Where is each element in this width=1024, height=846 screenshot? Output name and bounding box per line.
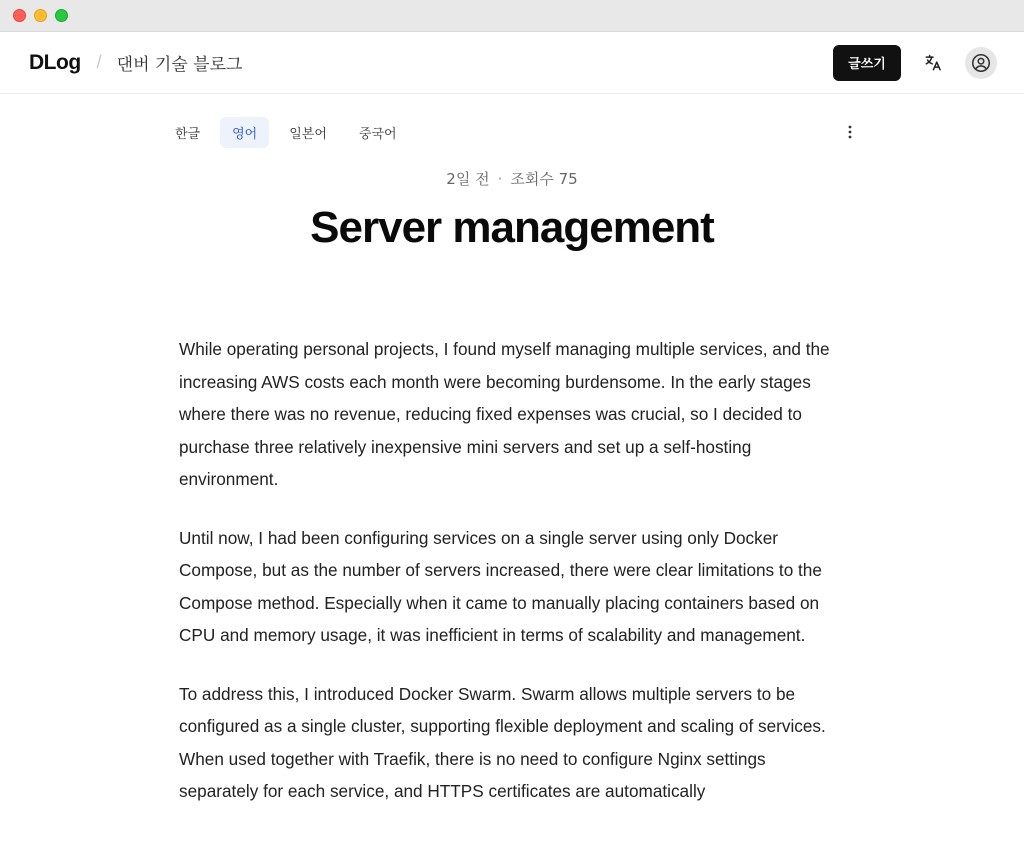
header-right: [833, 45, 997, 81]
post-meta: [0, 168, 1024, 189]
paragraph: Until now, I had been configuring services on a single server using only Docker Compose, but as the number of servers increased, there were clear limitations to the Compose method. Especially when it came to manually placing containers based on CPU and memory usage, it was inefficient in terms of scalability and management.: [179, 527, 822, 645]
blog-name[interactable]: 댄버 기술 블로그: [116, 55, 243, 75]
post-body: [179, 333, 845, 808]
translate-button[interactable]: [917, 47, 949, 79]
post-time: 2일 전: [446, 170, 490, 188]
meta-separator: ·: [497, 170, 503, 188]
close-window-button[interactable]: [13, 9, 26, 22]
tab-chinese[interactable]: 중국어: [358, 126, 397, 142]
more-vertical-icon: [848, 125, 852, 139]
site-header: [0, 32, 1024, 94]
language-tabs: [163, 117, 417, 148]
zoom-window-button[interactable]: [55, 9, 68, 22]
tab-korean[interactable]: 한글: [175, 126, 201, 142]
user-menu-button[interactable]: [965, 47, 997, 79]
minimize-window-button[interactable]: [34, 9, 47, 22]
paragraph: While operating personal projects, I found myself managing multiple services, and the increasing AWS costs each month were becoming burdensome. In the early stages where there was no revenue, reducing fixed expenses was crucial, so I decided to purchase three relatively inexpensive mini servers and set up a self-hosting environment.: [179, 339, 830, 489]
paragraph: To address this, I introduced Docker Swarm. Swarm allows multiple servers to be configured as a single cluster, supporting flexible deployment and scaling of services. When used together with Traefik, there is no need to configure Nginx settings separately for each service, and HTTPS certificates are automatically: [179, 683, 826, 801]
more-options-button[interactable]: [838, 120, 862, 144]
breadcrumb-separator: /: [96, 52, 102, 72]
translate-icon: [923, 53, 943, 73]
post-title: Server management: [310, 203, 714, 252]
header-left: [29, 50, 242, 75]
tab-english[interactable]: 영어: [220, 117, 269, 148]
window-titlebar: [0, 0, 1024, 32]
post-views: 조회수 75: [510, 170, 578, 188]
write-post-button[interactable]: 글쓰기: [833, 45, 901, 81]
user-icon: [970, 52, 992, 74]
language-bar: [172, 94, 852, 170]
site-logo[interactable]: DLog: [29, 50, 81, 74]
tab-japanese[interactable]: 일본어: [289, 126, 327, 142]
